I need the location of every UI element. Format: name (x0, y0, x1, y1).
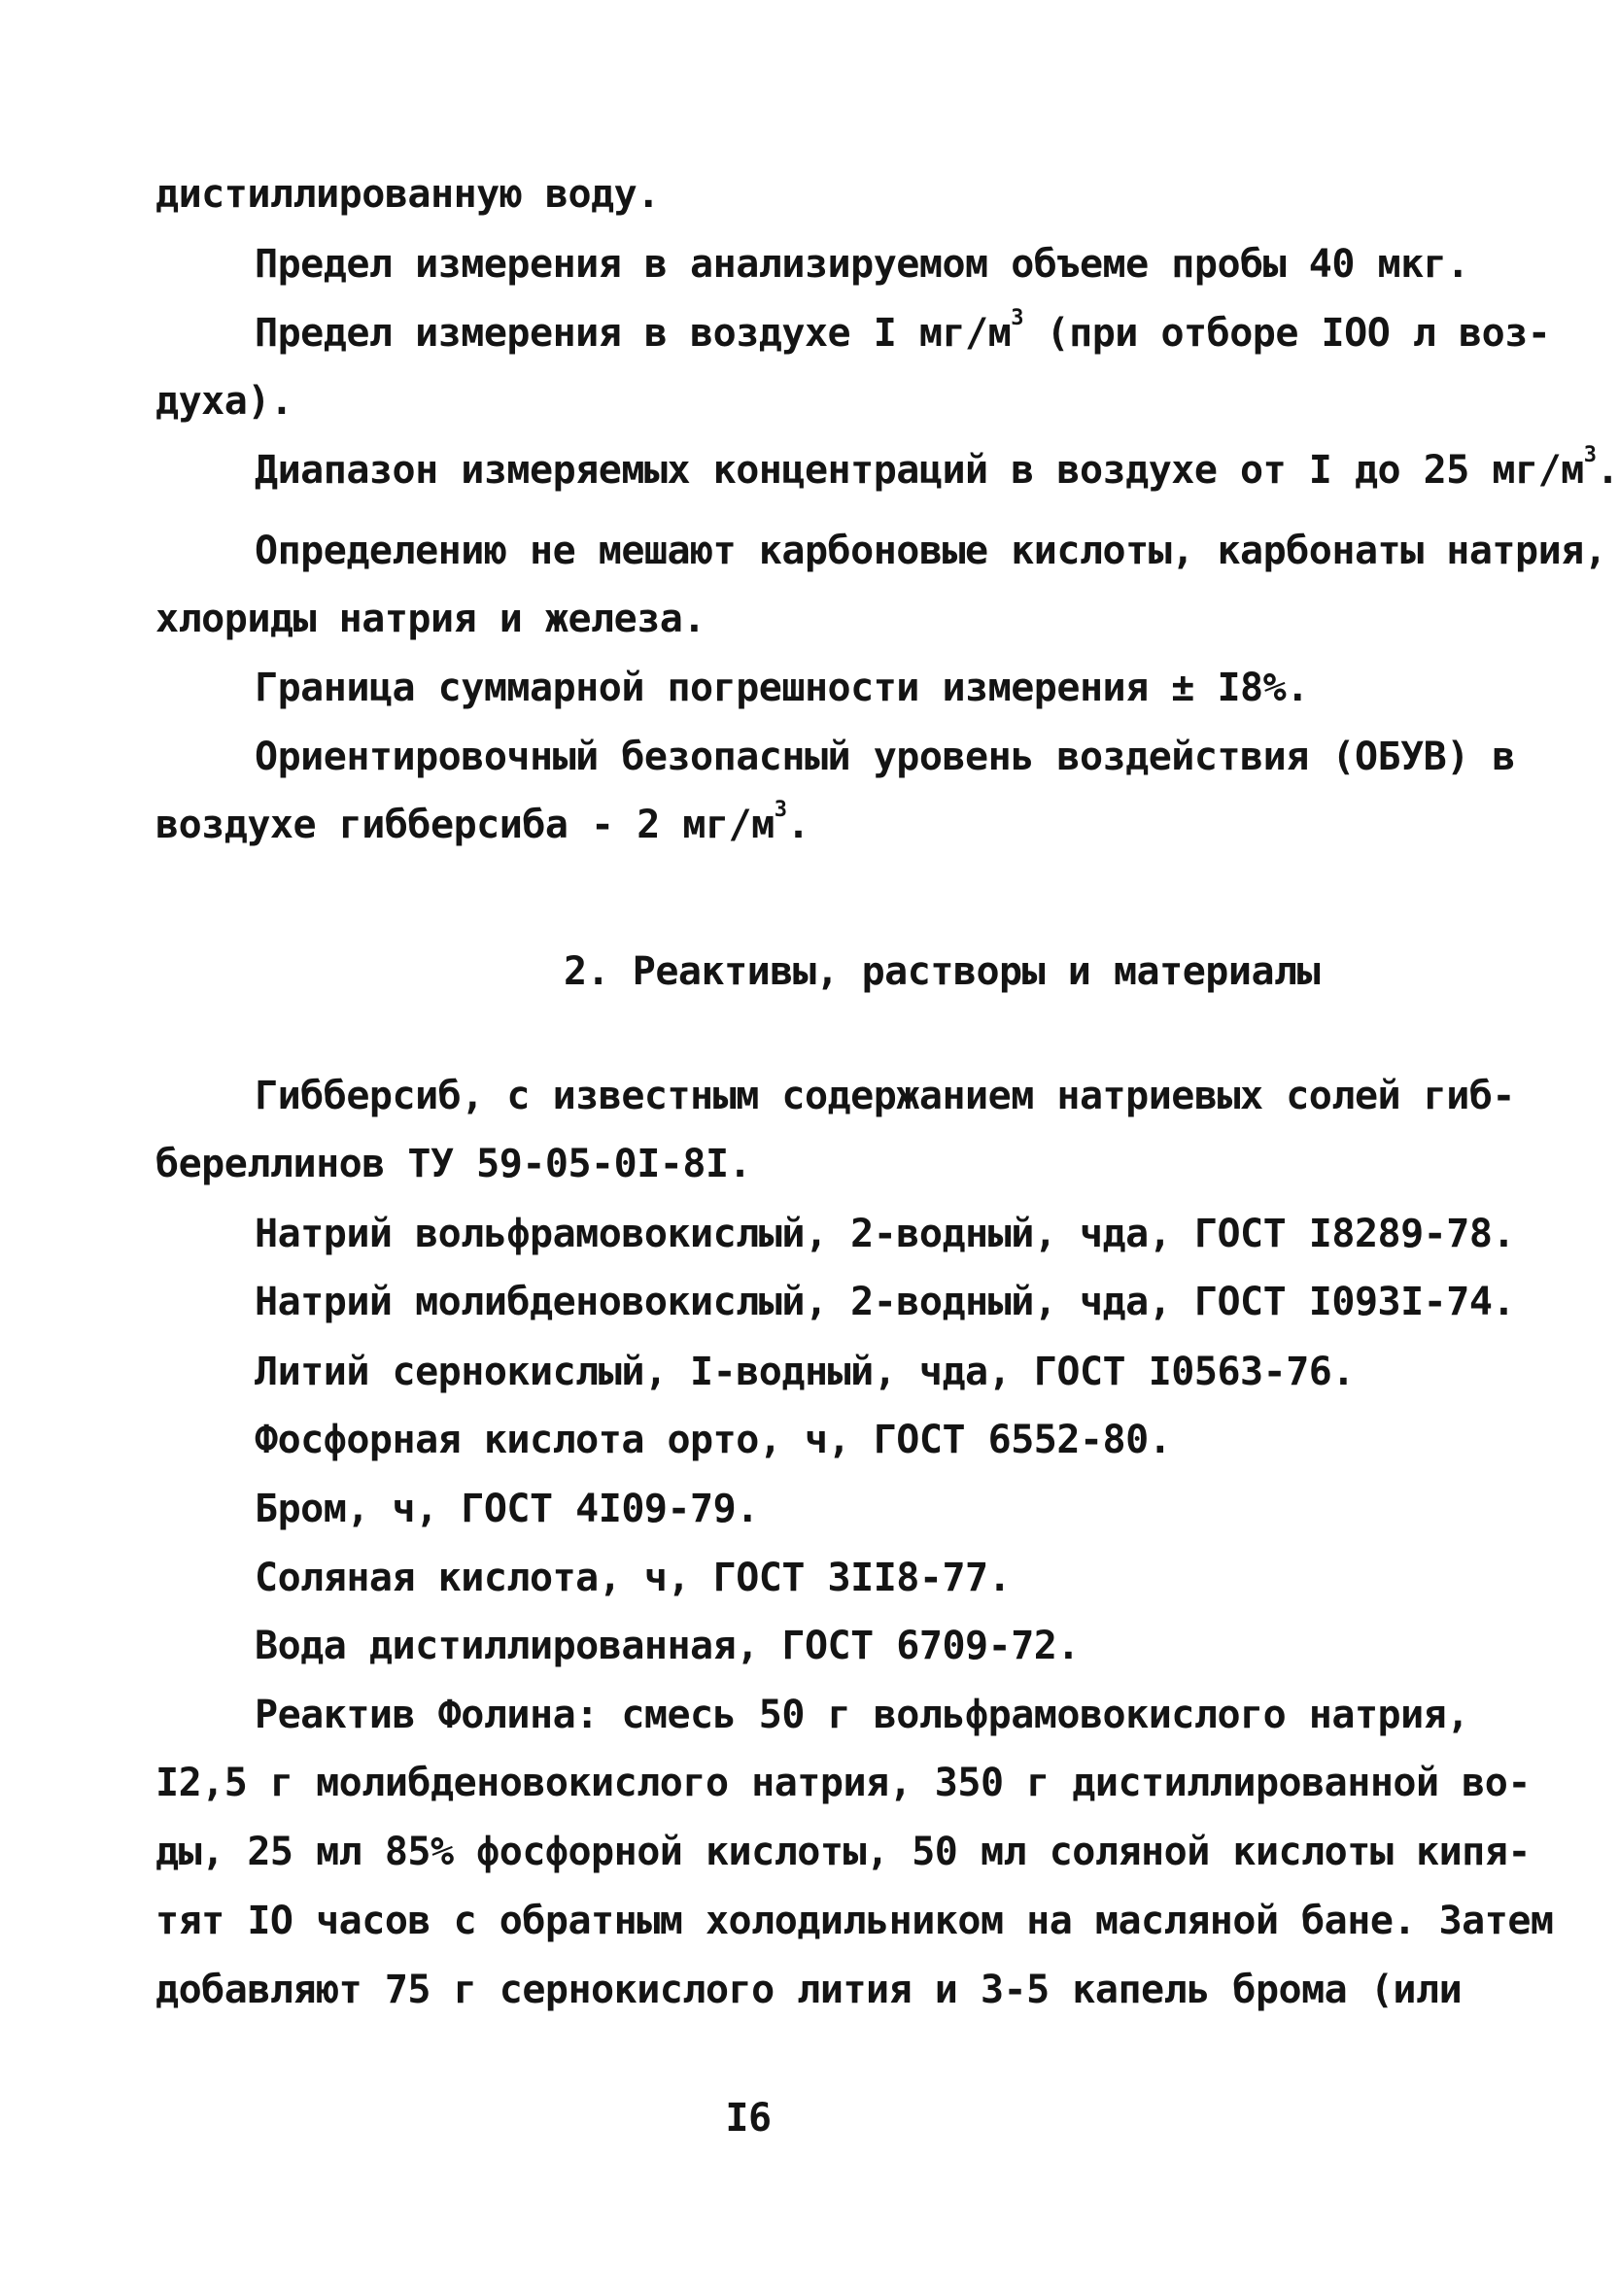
superscript: 3 (1011, 306, 1023, 330)
text-fragment: . (1596, 448, 1619, 493)
text-line: Бром, ч, ГОСТ 4I09-79. (255, 1487, 759, 1531)
text-fragment: Диапазон измеряемых концентраций в воздухе от I до 25 мг/м (255, 448, 1584, 493)
text-line: Реактив Фолина: смесь 50 г вольфрамовокислого натрия, (255, 1693, 1469, 1737)
text-line (255, 666, 1309, 710)
text-line: Определению не мешают карбоновые кислоты, карбонаты натрия, (255, 529, 1607, 573)
text-line: Ориентировочный безопасный уровень воздействия (ОБУВ) в (255, 735, 1516, 779)
page-number: I6 (725, 2096, 772, 2141)
superscript: 3 (1583, 443, 1597, 467)
text-line: Предел измерения в анализируемом объеме пробы 40 мкг. (255, 242, 1469, 287)
text-fragment: Предел измерения в воздухе I мг/м (255, 311, 1012, 356)
text-fragment: . (786, 803, 810, 847)
text-line: I2,5 г молибденовокислого натрия, 350 г дистиллированной во- (155, 1761, 1531, 1805)
text-line: добавляют 75 г сернокислого лития и 3-5 капель брома (или (155, 1968, 1463, 2012)
text-line: береллинов ТУ 59-05-0I-8I. (155, 1142, 752, 1186)
text-line (255, 306, 1551, 356)
text-line: хлориды натрия и железа. (155, 597, 706, 641)
text-fragment: (при отборе IOO л воз- (1022, 311, 1551, 356)
superscript: 3 (774, 798, 787, 822)
text-line: Натрий молибденовокислый, 2-водный, чда, ГОСТ I093I-74. (255, 1280, 1516, 1324)
text-line: Фосфорная кислота орто, ч, ГОСТ 6552-80. (255, 1418, 1172, 1462)
text-line: Натрий вольфрамовокислый, 2-водный, чда, ГОСТ I8289-78. (255, 1212, 1516, 1256)
plus-minus-sign: ± (1171, 666, 1194, 710)
text-line: духа). (155, 379, 293, 424)
text-line (155, 798, 810, 847)
text-line: Гибберсиб, с известным содержанием натриевых солей гиб- (255, 1074, 1516, 1118)
text-line: дистиллированную воду. (155, 172, 660, 217)
section-heading: 2. Реактивы, растворы и материалы (564, 949, 1321, 994)
text-fragment: воздухе гибберсиба - 2 мг/м (155, 803, 775, 847)
text-line: Вода дистиллированная, ГОСТ 6709-72. (255, 1624, 1080, 1668)
text-line: Соляная кислота, ч, ГОСТ 3II8-77. (255, 1556, 1012, 1600)
text-line: ды, 25 мл 85% фосфорной кислоты, 50 мл соляной кислоты кипя- (155, 1830, 1531, 1874)
text-line (255, 443, 1619, 493)
text-line: тят IO часов с обратным холодильником на масляной бане. Затем (155, 1899, 1554, 1943)
text-fragment: Граница суммарной погрешности измерения (255, 666, 1172, 710)
text-fragment: I8%. (1193, 666, 1309, 710)
text-line: Литий сернокислый, I-водный, чда, ГОСТ I0563-76. (255, 1350, 1355, 1394)
